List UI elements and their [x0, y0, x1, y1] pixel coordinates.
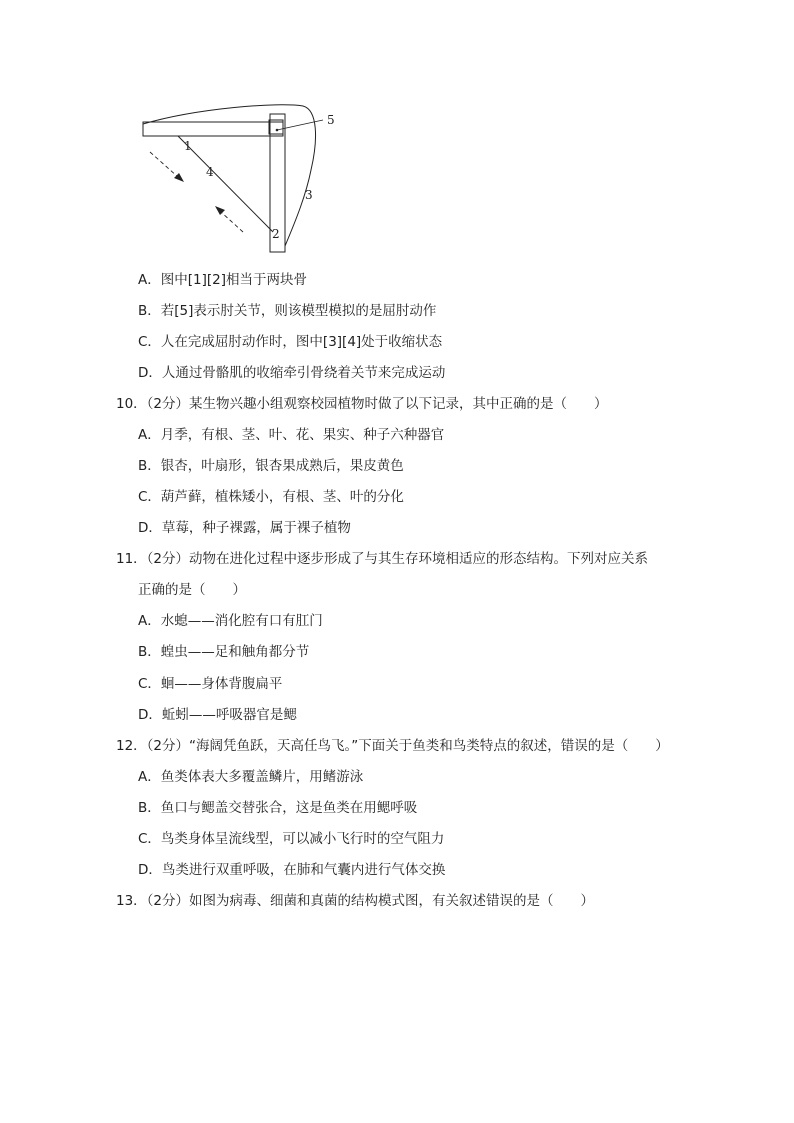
q12-option-c: C．鸟类身体呈流线型，可以减小飞行时的空气阻力 — [138, 831, 445, 847]
pointer-5 — [277, 120, 323, 130]
label-3: 3 — [305, 188, 313, 202]
q11-stem-line2: 正确的是（ ） — [138, 582, 246, 598]
muscle-3 — [143, 105, 316, 246]
q9-option-d: D．人通过骨骼肌的收缩牵引骨绕着关节来完成运动 — [138, 365, 446, 381]
dashed-arrow-down — [150, 152, 178, 177]
label-4: 4 — [206, 165, 214, 179]
muscle-4 — [178, 136, 273, 232]
label-1: 1 — [184, 139, 192, 153]
dashed-arrow-up — [221, 212, 243, 232]
q10-option-a: A．月季，有根、茎、叶、花、果实、种子六种器官 — [138, 427, 445, 443]
q9-option-c: C．人在完成屈肘动作时，图中[3][4]处于收缩状态 — [138, 334, 443, 350]
arrowhead-down — [174, 173, 184, 182]
q9-option-a: A．图中[1][2]相当于两块骨 — [138, 272, 307, 288]
q11-option-a: A．水螅——消化腔有口有肛门 — [138, 613, 323, 629]
q10-option-c: C．葫芦藓，植株矮小，有根、茎、叶的分化 — [138, 489, 404, 505]
q13-stem: 13．（2分）如图为病毒、细菌和真菌的结构模式图，有关叙述错误的是（ ） — [116, 893, 595, 909]
arm-model-diagram — [138, 100, 348, 260]
label-2: 2 — [272, 227, 280, 241]
q10-stem: 10．（2分）某生物兴趣小组观察校园植物时做了以下记录，其中正确的是（ ） — [116, 396, 608, 412]
q10-option-d: D．草莓，种子裸露，属于裸子植物 — [138, 520, 351, 536]
q12-stem: 12．（2分）“海阔凭鱼跃，天高任鸟飞。”下面关于鱼类和鸟类特点的叙述，错误的是（ ） — [116, 738, 669, 754]
q12-option-b: B．鱼口与鳃盖交替张合，这是鱼类在用鳃呼吸 — [138, 800, 418, 816]
q11-option-c: C．蛔——身体背腹扁平 — [138, 676, 283, 692]
q11-option-b: B．蝗虫——足和触角都分节 — [138, 644, 310, 660]
q11-option-d: D．蚯蚓——呼吸器官是鳃 — [138, 707, 297, 723]
bar-1 — [143, 122, 283, 136]
q12-option-d: D．鸟类进行双重呼吸，在肺和气囊内进行气体交换 — [138, 862, 446, 878]
q10-option-b: B．银杏，叶扇形，银杏果成熟后，果皮黄色 — [138, 458, 404, 474]
q9-option-b: B．若[5]表示肘关节，则该模型模拟的是屈肘动作 — [138, 303, 437, 319]
label-5: 5 — [327, 113, 335, 127]
q11-stem-line1: 11．（2分）动物在进化过程中逐步形成了与其生存环境相适应的形态结构。下列对应关系 — [116, 551, 649, 567]
arrowhead-up — [215, 206, 225, 215]
q12-option-a: A．鱼类体表大多覆盖鳞片，用鳍游泳 — [138, 769, 364, 785]
